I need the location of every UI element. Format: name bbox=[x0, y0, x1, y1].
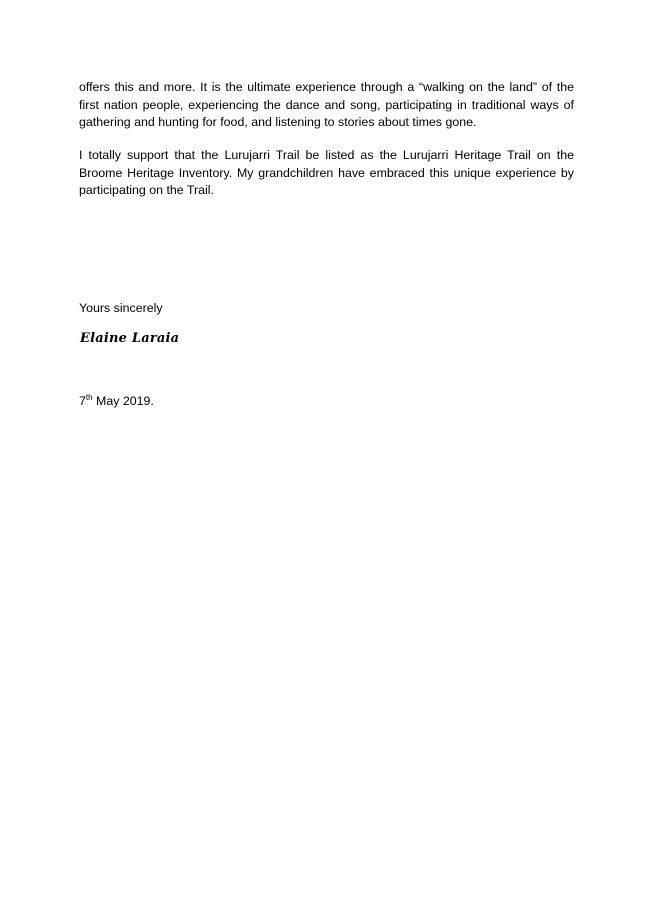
closing-salutation: Yours sincerely bbox=[79, 301, 163, 315]
date-month-year: May 2019. bbox=[92, 394, 154, 408]
handwritten-signature: Elaine Laraia bbox=[80, 331, 180, 346]
letter-date bbox=[79, 393, 154, 410]
body-paragraph-1: offers this and more. It is the ultimate experience through a “walking on the land” of the first nation people, experiencing the dance and song, participating in traditional ways of gathering and hunting for food, and listening to stories about times gone. bbox=[79, 80, 574, 129]
body-paragraph-2: I totally support that the Lurujarri Trail be listed as the Lurujarri Heritage Trail on the Broome Heritage Inventory. My grandchildren have embraced this unique experience by participating on the Trail. bbox=[79, 148, 574, 197]
date-ordinal-suffix: th bbox=[85, 392, 93, 402]
date-day: 7 bbox=[79, 394, 86, 408]
